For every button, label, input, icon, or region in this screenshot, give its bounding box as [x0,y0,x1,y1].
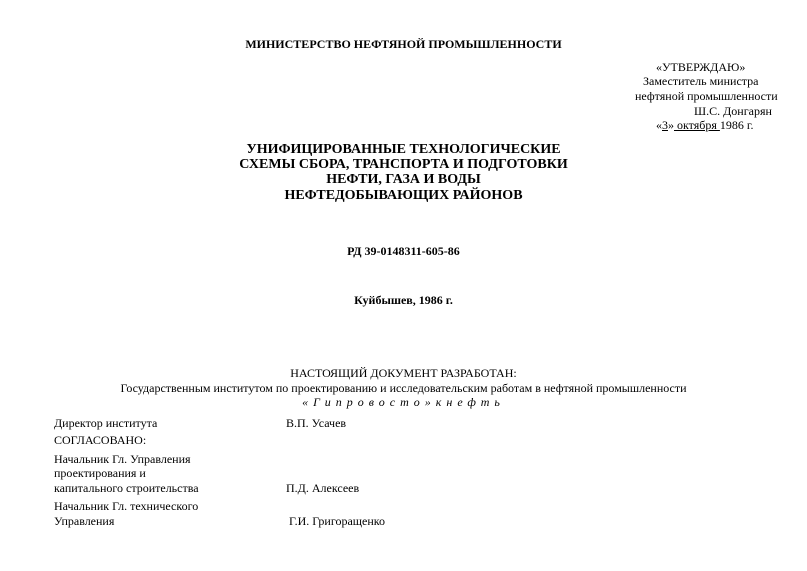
date-day: 3 [662,118,668,132]
developer-heading: НАСТОЯЩИЙ ДОКУМЕНТ РАЗРАБОТАН: [290,366,517,380]
date-month: октября [674,118,720,132]
chief2-name: Г.И. Григоращенко [289,514,386,528]
director-name: В.П. Усачев [286,416,347,430]
approval-stamp: «УТВЕРЖДАЮ» [656,60,746,74]
title-line-3: НЕФТИ, ГАЗА И ВОДЫ [326,172,481,187]
approval-date [656,118,753,133]
developer-organization: Государственным институтом по проектированию и исследовательским работам в нефтяной промышленности [120,381,687,395]
approval-position-line1: Заместитель министра [643,74,759,88]
place-year: Куйбышев, 1986 г. [354,293,453,307]
date-year: 1986 г. [719,118,754,132]
title-line-2: СХЕМЫ СБОРА, ТРАНСПОРТА И ПОДГОТОВКИ [239,157,568,172]
approval-position-line2: нефтяной промышленности [635,89,778,103]
chief1-role-line2: проектирования и [54,466,146,480]
chief1-role-line3: капитального строительства [54,481,199,495]
chief2-role-line1: Начальник Гл. технического [54,499,199,513]
title-line-1: УНИФИЦИРОВАННЫЕ ТЕХНОЛОГИЧЕСКИЕ [246,142,561,157]
chief2-role-line2: Управления [54,514,115,528]
developer-organization-name: «Гипровосто»кнефть [302,395,505,409]
date-open-quote: « [656,118,662,132]
title-line-4: НЕФТЕДОБЫВАЮЩИХ РАЙОНОВ [284,188,523,203]
approval-signatory: Ш.С. Донгарян [694,104,772,118]
director-role: Директор института [54,416,158,430]
date-close-quote: » [668,118,674,132]
document-code: РД 39-0148311-605-86 [347,244,460,258]
chief1-name: П.Д. Алексеев [286,481,360,495]
ministry-heading: МИНИСТЕРСТВО НЕФТЯНОЙ ПРОМЫШЛЕННОСТИ [245,37,562,51]
agreed-heading: СОГЛАСОВАНО: [54,433,147,447]
chief1-role-line1: Начальник Гл. Управления [54,452,191,466]
